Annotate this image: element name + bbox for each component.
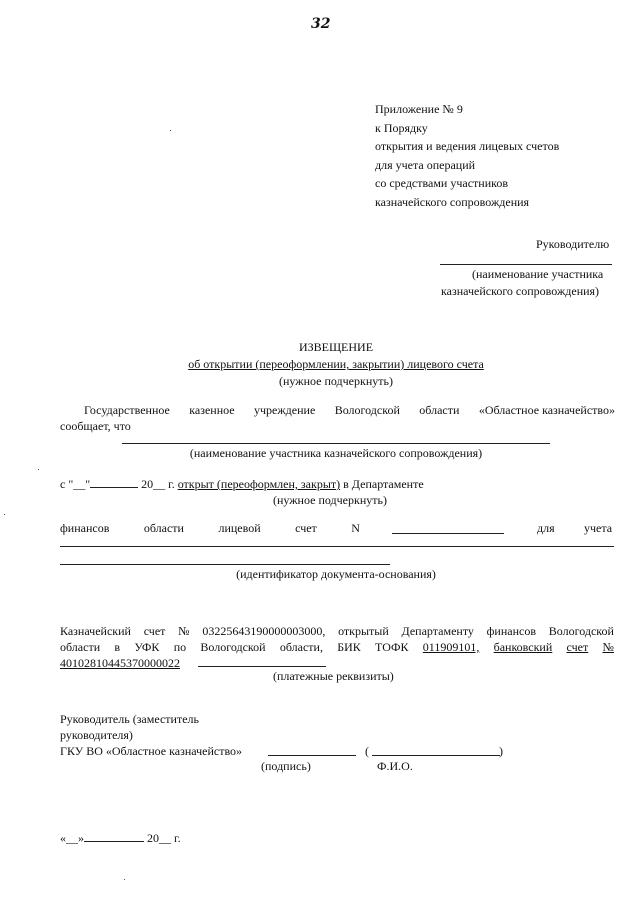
- notice-subtitle: об открытии (переоформлении, закрытии) лицевого счета: [188, 357, 484, 371]
- name-line: [372, 755, 500, 756]
- date-prefix: с "__": [60, 477, 91, 491]
- account-number-line: [392, 533, 504, 534]
- treasury-word: №: [178, 624, 190, 638]
- payment-caption: (платежные реквизиты): [273, 669, 394, 683]
- treasury-word: ТОФК: [375, 640, 409, 654]
- date-year: 20__ г.: [141, 477, 175, 491]
- appendix-line: со средствами участников: [375, 176, 509, 190]
- treasury-word: финансов: [486, 624, 537, 638]
- treasury-word: Казначейский: [60, 624, 131, 638]
- account-word: N: [351, 521, 360, 535]
- treasury-word: Вологодской: [548, 624, 614, 638]
- doc-line: [60, 564, 390, 565]
- treasury-word: УФК: [134, 640, 160, 654]
- date-line: [60, 475, 424, 492]
- treasury-word: открытый: [338, 624, 389, 638]
- treasury-word: Департаменту: [401, 624, 474, 638]
- signer-line: Руководитель (заместитель: [60, 712, 199, 726]
- bank-account: 40102810445370000022: [60, 656, 180, 670]
- treasury-word: области: [60, 640, 101, 654]
- treasury-word: по: [173, 640, 187, 654]
- notice-hint: (нужное подчеркнуть): [279, 374, 393, 388]
- account-line: [60, 520, 360, 536]
- footer-year: 20__ г.: [147, 831, 181, 845]
- signer-line: ГКУ ВО «Областное казначейство»: [60, 744, 243, 758]
- scan-speck: [170, 130, 171, 131]
- bank-account-line: [198, 666, 326, 667]
- bank-word: №: [602, 640, 614, 654]
- participant-caption: (наименование участника казначейского сопровождения): [189, 446, 483, 460]
- addressee-caption: (наименование участника: [472, 267, 604, 281]
- addressee-caption: казначейского сопровождения): [441, 284, 600, 298]
- footer-month-blank: [84, 829, 144, 842]
- bik-value: 011909101,: [422, 640, 480, 654]
- appendix-block: [375, 100, 559, 211]
- intro-word: «Областное казначейство»: [478, 403, 615, 417]
- intro-word: учреждение: [254, 403, 316, 417]
- account-tail: для: [537, 521, 555, 535]
- paren-open: (: [365, 744, 369, 758]
- page-number: 32: [311, 16, 331, 32]
- intro-word: Государственное: [84, 403, 170, 417]
- participant-line: [122, 443, 550, 444]
- bank-word: банковский: [493, 640, 553, 654]
- appendix-line: казначейского сопровождения: [375, 194, 530, 209]
- dept-text: в Департаменте: [340, 477, 424, 491]
- treasury-line: [60, 623, 614, 639]
- scan-speck: [38, 469, 39, 470]
- appendix-line: для учета операций: [375, 157, 476, 172]
- signer-line: руководителя): [60, 728, 133, 742]
- treasury-word: в: [114, 640, 121, 654]
- intro-word: казенное: [189, 403, 235, 417]
- treasury-word: счет: [143, 624, 166, 638]
- intro-line: [84, 402, 615, 418]
- appendix-line: открытия и ведения лицевых счетов: [375, 139, 560, 153]
- treasury-word: области,: [279, 640, 323, 654]
- bank-word: счет: [566, 640, 589, 654]
- treasury-word: 03225643190000003000,: [202, 624, 326, 638]
- doc-line: [60, 546, 614, 547]
- intro-word: Вологодской: [334, 403, 400, 417]
- account-word: финансов: [60, 521, 110, 535]
- paren-close: ): [499, 744, 503, 758]
- doc-caption: (идентификатор документа-основания): [236, 567, 436, 581]
- treasury-word: Вологодской: [200, 640, 266, 654]
- account-end: учета: [584, 521, 613, 535]
- sign-caption: (подпись): [261, 759, 311, 773]
- opened-status: открыт (переоформлен, закрыт): [177, 477, 341, 491]
- notice-title: ИЗВЕЩЕНИЕ: [298, 340, 374, 354]
- name-caption: Ф.И.О.: [377, 759, 413, 773]
- account-word: счет: [295, 521, 317, 535]
- addressee-to: Руководителю: [536, 237, 610, 251]
- footer-day: «__»: [60, 831, 84, 845]
- intro-end: сообщает, что: [60, 419, 131, 433]
- scan-speck: [4, 514, 5, 515]
- treasury-word: БИК: [337, 640, 361, 654]
- appendix-line: к Порядку: [375, 120, 428, 135]
- scan-speck: [124, 879, 125, 880]
- account-word: лицевой: [218, 521, 261, 535]
- status-hint: (нужное подчеркнуть): [273, 493, 387, 507]
- signature-line: [268, 755, 356, 756]
- intro-word: области: [419, 403, 460, 417]
- month-blank: [90, 475, 138, 488]
- addressee-line: [440, 264, 612, 265]
- treasury-line: [60, 639, 614, 655]
- appendix-line: Приложение № 9: [375, 102, 463, 116]
- footer-date: [60, 829, 181, 846]
- account-word: области: [143, 521, 184, 535]
